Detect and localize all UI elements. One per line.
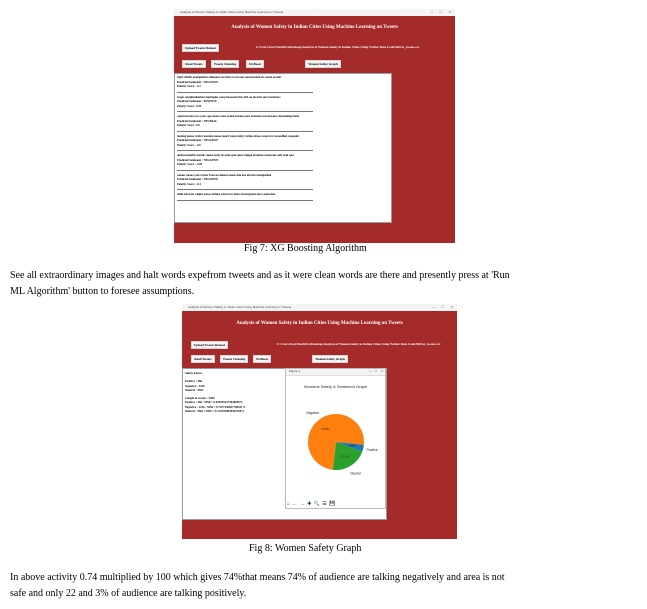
paragraph-1-line-1: See all extraordinary images and halt words expefrom tweets and as it were clean words are there and presently press at 'Run xyxy=(10,270,510,281)
console-line: Length of tweets : 5956 xyxy=(185,396,215,401)
close-icon[interactable]: × xyxy=(448,9,451,14)
tweet-record-text: understandably mouths metoo body tie wide open must trigged absolute restaurant staff read spot xyxy=(177,154,294,157)
tweet-record-sentiment: Predicted Sentiment : NEGATIVE xyxy=(177,178,219,181)
console-line: Safety Factor xyxy=(185,371,203,375)
tweet-record-score: Polarity Score : -0.4 xyxy=(177,182,201,186)
xgboost-button[interactable]: XGBoost xyxy=(253,355,271,363)
women-safety-graph-button[interactable]: Women Saftey Graph xyxy=(312,355,348,363)
minimize-icon[interactable]: – xyxy=(369,369,371,373)
matplotlib-figure-window xyxy=(285,368,386,509)
fig7-caption: Fig 7: XG Boosting Algorithm xyxy=(244,243,367,254)
figure-window-title: Figure 1 xyxy=(289,369,301,373)
read-tweets-button[interactable]: Read Tweets xyxy=(182,60,206,68)
paragraph-2-line-2: safe and only 22 and 3% of audience are talking positively. xyxy=(10,588,247,599)
close-icon[interactable]: × xyxy=(380,369,383,373)
dataset-path-label: C:/Users/User/OneDrive/Desktop/Analysis of Women Safety in Indian Cities Using Twitter Data Code/MrFox_tweets.csv xyxy=(277,342,441,346)
upload-dataset-button[interactable]: Upload Tweets Dataset xyxy=(191,341,228,349)
minimize-icon[interactable]: – xyxy=(430,9,433,14)
pie-value-positive: 4.0% xyxy=(348,443,356,448)
read-tweets-button[interactable]: Read Tweets xyxy=(191,355,215,363)
tweet-record xyxy=(177,76,313,93)
figure-toolbar[interactable]: ⌂ ← → ✚ 🔍 ☰ 💾 xyxy=(287,501,336,507)
maximize-icon[interactable]: □ xyxy=(441,304,444,309)
pie-value-neutral: 21.2% xyxy=(340,454,350,459)
figure-titlebar xyxy=(286,369,385,376)
console-line: Negative : 2226 xyxy=(185,383,205,388)
upload-dataset-button[interactable]: Upload Tweets Dataset xyxy=(182,44,219,52)
minimize-icon[interactable]: – xyxy=(432,304,435,309)
pie-label-positive: Positive xyxy=(366,448,378,453)
tweet-record-sentiment: Predicted Sentiment : NEGATIVE xyxy=(177,139,219,142)
tweet-record-text: fanning metoo twitter mention metoo heard voices belgy victims abuse come forw unsanified compaint xyxy=(177,134,299,138)
paragraph-1 xyxy=(10,268,510,300)
tweets-cleaning-button[interactable]: Tweets Cleaning xyxy=(211,60,239,68)
app-title: Analysis of Women Safety in Indian Cities Using Machine Learning on Tweets xyxy=(231,25,398,30)
window-title: Analysis of Women Safety in Indian Cities Using Machine Learning on Tweets xyxy=(180,10,284,14)
chart-title: Womens Safety & Sentiment Graph xyxy=(303,384,368,389)
tweet-record-sentiment: Predicted Sentiment : NEGATIVE xyxy=(177,80,219,84)
console-line: Positive : 466 xyxy=(185,379,202,384)
tweet-record xyxy=(177,96,313,113)
tweet-record xyxy=(177,193,313,201)
console-line: Negative : 2226 / 5956 = 0.7477436047798321% xyxy=(185,404,246,409)
tweet-record-score: Polarity Score : -0.05 xyxy=(177,163,203,166)
tweet-record-score: Polarity Score : 0.0 xyxy=(177,124,200,127)
pie-label-negative: Negative xyxy=(306,411,320,416)
pie-value-negative: 74.8% xyxy=(321,426,330,431)
tweet-record-text: captured noise two years ago metoo woke action because part national consciousness demanding better xyxy=(177,115,300,118)
tweet-record xyxy=(177,115,313,132)
fig7-screenshot xyxy=(174,9,455,243)
tweet-record xyxy=(177,154,313,171)
xgboost-button[interactable]: XGBoost xyxy=(246,60,264,68)
maximize-icon[interactable]: □ xyxy=(374,369,377,373)
tweet-record-text: tragic cumplicidenthere hashtaghe camp basement this stiff see favorite mn translators xyxy=(177,95,281,99)
tweet-record-sentiment: Predicted Sentiment : NEGATIVE xyxy=(177,158,219,162)
fig8-caption: Fig 8: Women Safety Graph xyxy=(249,543,362,554)
tweet-record-sentiment: Predicted Sentiment : POSITIVE xyxy=(177,100,217,103)
console-line: Neutral : 2502 / 5956 = 0.2125920830367928% xyxy=(185,408,245,413)
dataset-path-label: C:/Users/User/OneDrive/Desktop/Analysis of Women Safety in Indian Cities Using Twitter Data Code/MrFox_tweets.csv xyxy=(256,45,420,49)
tweet-record-text: child advocate weighs metoo fashion school sex abuse investigation also connection xyxy=(177,193,276,196)
tweet-record xyxy=(177,174,313,191)
maximize-icon[interactable]: □ xyxy=(439,9,442,14)
tweet-record xyxy=(177,135,313,152)
app-title: Analysis of Women Safety in Indian Cities Using Machine Learning on Tweets xyxy=(236,321,403,326)
women-safety-graph-button[interactable]: Women Saftey Graph xyxy=(305,60,341,68)
tweet-record-text: sameer metoo your twitter browser defend attack side live abstract handpicked xyxy=(177,173,272,177)
paragraph-2-line-1: In above activity 0.74 multiplied by 100 which gives 74%that means 74% of audience are talking negatively and area is not xyxy=(10,572,505,583)
console-line: Positive : 466 / 5956 = 0.0395952373646099% xyxy=(185,400,243,405)
window-title: Analysis of Women Safety in Indian Cities Using Machine Learning on Tweets xyxy=(188,305,292,309)
pie-chart xyxy=(286,390,385,500)
tweets-cleaning-button[interactable]: Tweets Cleaning xyxy=(220,355,248,363)
paragraph-1-line-2: ML Algorithm' button to foresee assumptions. xyxy=(10,286,195,297)
fig8-screenshot xyxy=(182,304,457,539)
tweet-record-score: Polarity Score : 0.05 xyxy=(177,104,202,108)
console-line: Neutral : 2502 xyxy=(185,387,204,392)
tweet-record-score: Polarity Score : -0.6 xyxy=(177,143,201,147)
output-textarea[interactable] xyxy=(174,73,392,223)
window-titlebar xyxy=(174,9,455,16)
paragraph-2 xyxy=(10,570,505,602)
close-icon[interactable]: × xyxy=(450,304,453,309)
tweet-record-text: right rebuffs manipulative dishonest secretive sworn out concentrated on sexual assault xyxy=(177,76,282,79)
tweet-record-score: Polarity Score : -0.2 xyxy=(177,85,201,88)
tweet-record-sentiment: Predicted Sentiment : NEUTRAL xyxy=(177,119,218,123)
window-titlebar xyxy=(182,304,457,311)
pie-label-neutral: Neutral xyxy=(350,471,361,476)
